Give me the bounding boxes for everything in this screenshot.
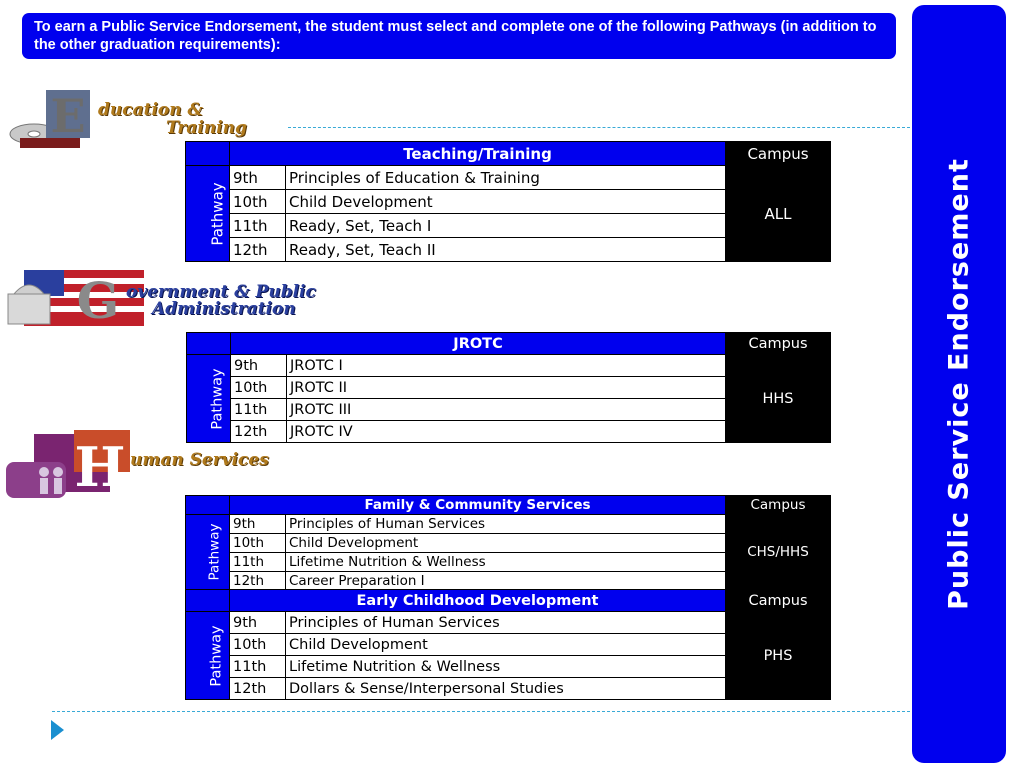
early-childhood-table — [185, 589, 831, 700]
table-cell-course: JROTC IV — [287, 421, 726, 443]
table-cell-course: Dollars & Sense/Interpersonal Studies — [286, 678, 726, 700]
early-campus-value: PHS — [726, 612, 831, 700]
table-cell-grade: 12th — [230, 678, 286, 700]
table-cell-grade: 9th — [230, 612, 286, 634]
table-cell-course: Principles of Human Services — [286, 612, 726, 634]
table-cell-grade: 11th — [231, 399, 287, 421]
family-campus-header: Campus — [726, 496, 831, 515]
government-logo-line2: Administration — [152, 299, 296, 319]
table-cell-course: Principles of Education & Training — [286, 166, 726, 190]
jrotc-table — [186, 332, 831, 443]
human-logo-letter: H — [74, 435, 126, 499]
family-pathway-label: Pathway — [186, 515, 230, 590]
family-title: Family & Community Services — [230, 496, 726, 515]
jrotc-pathway-label: Pathway — [187, 355, 231, 443]
table-cell-course: JROTC I — [287, 355, 726, 377]
table-cell-grade: 10th — [230, 634, 286, 656]
intro-text: To earn a Public Service Endorsement, the student must select and complete one of the following Pathways (in addition to the other graduation requirements): — [34, 19, 877, 53]
table-cell-grade: 9th — [230, 515, 286, 534]
table-cell-course: Child Development — [286, 534, 726, 553]
jrotc-campus-header: Campus — [726, 333, 831, 355]
jrotc-title: JROTC — [231, 333, 726, 355]
table-cell-course: Ready, Set, Teach I — [286, 214, 726, 238]
table-cell-course: JROTC II — [287, 377, 726, 399]
teaching-pathway-label: Pathway — [186, 166, 230, 262]
early-title: Early Childhood Development — [230, 590, 726, 612]
teaching-training-table — [185, 141, 831, 262]
table-cell-course: Lifetime Nutrition & Wellness — [286, 656, 726, 678]
table-cell-grade: 10th — [231, 377, 287, 399]
table-cell-grade: 12th — [230, 238, 286, 262]
education-logo-letter: E — [50, 89, 86, 143]
human-logo-line1: uman Services — [130, 450, 269, 470]
early-campus-header: Campus — [726, 590, 831, 612]
table-cell-grade: 11th — [230, 656, 286, 678]
endorsement-side-panel — [912, 5, 1006, 763]
jrotc-campus-value: HHS — [726, 355, 831, 443]
table-cell-course: Lifetime Nutrition & Wellness — [286, 553, 726, 572]
table-cell-course: Ready, Set, Teach II — [286, 238, 726, 262]
family-campus-value: CHS/HHS — [726, 515, 831, 590]
table-cell-grade: 12th — [231, 421, 287, 443]
divider-bottom — [52, 711, 910, 712]
teaching-campus-value: ALL — [726, 166, 831, 262]
teaching-campus-header: Campus — [726, 142, 831, 166]
table-cell-grade: 9th — [230, 166, 286, 190]
education-logo-graphic — [6, 84, 96, 152]
education-logo-line1: ducation & — [98, 100, 203, 120]
table-cell-grade: 11th — [230, 553, 286, 572]
table-cell-course: Child Development — [286, 190, 726, 214]
intro-banner — [22, 13, 896, 59]
government-logo-graphic — [6, 264, 146, 330]
education-logo-line2: Training — [166, 118, 247, 138]
early-pathway-label: Pathway — [186, 612, 230, 700]
table-cell-grade: 11th — [230, 214, 286, 238]
table-cell-course: Principles of Human Services — [286, 515, 726, 534]
play-arrow-icon[interactable] — [51, 720, 64, 740]
government-admin-logo — [6, 264, 346, 330]
human-logo-graphic — [4, 428, 134, 502]
endorsement-title: Public Service Endorsement — [943, 158, 975, 610]
government-logo-line1: overnment & Public — [126, 282, 316, 302]
table-cell-grade: 9th — [231, 355, 287, 377]
table-cell-course: Child Development — [286, 634, 726, 656]
table-cell-course: Career Preparation I — [286, 572, 726, 590]
table-cell-grade: 10th — [230, 534, 286, 553]
government-logo-letter: G — [76, 271, 120, 330]
family-community-table — [185, 495, 831, 590]
table-cell-grade: 10th — [230, 190, 286, 214]
table-cell-course: JROTC III — [287, 399, 726, 421]
teaching-title: Teaching/Training — [230, 142, 726, 166]
divider-top — [288, 127, 910, 128]
table-cell-grade: 12th — [230, 572, 286, 590]
